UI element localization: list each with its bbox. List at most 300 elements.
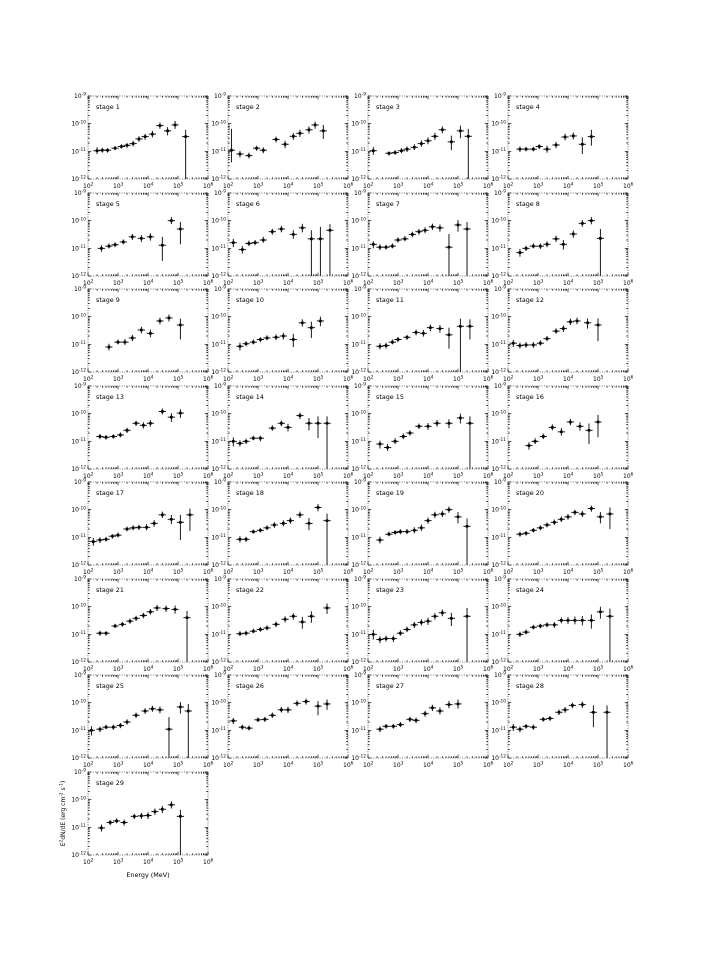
x-tick-label: $10^5$ (593, 182, 604, 190)
x-tick-label: $10^6$ (203, 472, 214, 480)
data-series (98, 801, 184, 855)
y-tick-label: $10^{-10}$ (491, 602, 506, 611)
data-series (516, 130, 595, 154)
x-tick-label: $10^4$ (563, 375, 574, 383)
y-tick-label: $10^{-12}$ (71, 561, 86, 569)
x-tick-label: $10^4$ (283, 182, 294, 190)
y-tick-label: $10^{-11}$ (491, 534, 506, 542)
stage-label: stage 16 (516, 392, 544, 401)
data-series (236, 603, 330, 636)
y-tick-label: $10^{-11}$ (211, 630, 226, 638)
y-tick-label: $10^{-9}$ (494, 671, 506, 679)
x-tick-label: $10^6$ (483, 472, 494, 480)
stage-label: stage 7 (376, 199, 400, 208)
y-tick-label: $10^{-9}$ (214, 575, 226, 583)
data-series (90, 509, 194, 546)
y-tick-label: $10^{-11}$ (491, 630, 506, 638)
x-tick-label: $10^6$ (343, 375, 354, 383)
x-tick-label: $10^5$ (593, 665, 604, 673)
x-tick-label: $10^2$ (223, 182, 234, 190)
y-tick-label: $10^{-10}$ (211, 409, 226, 418)
x-tick-label: $10^5$ (313, 279, 324, 287)
y-tick-label: $10^{-10}$ (71, 409, 86, 418)
y-tick-label: $10^{-9}$ (354, 285, 366, 293)
y-tick-label: $10^{-11}$ (491, 244, 506, 252)
x-tick-label: $10^6$ (203, 665, 214, 673)
y-tick-label: $10^{-12}$ (491, 561, 506, 569)
x-tick-label: $10^6$ (203, 761, 214, 769)
x-tick-label: $10^6$ (623, 665, 634, 673)
data-series (96, 408, 184, 439)
x-tick-label: $10^3$ (253, 665, 264, 673)
x-tick-label: $10^5$ (453, 472, 464, 480)
x-tick-label: $10^3$ (533, 665, 544, 673)
stage-label: stage 15 (376, 392, 404, 401)
x-tick-label: $10^3$ (113, 472, 124, 480)
y-tick-label: $10^{-10}$ (351, 216, 366, 225)
data-series (93, 121, 189, 179)
x-tick-label: $10^2$ (363, 182, 374, 190)
x-tick-label: $10^4$ (143, 568, 154, 576)
y-tick-label: $10^{-9}$ (354, 671, 366, 679)
stage-label: stage 20 (516, 489, 544, 497)
x-tick-label: $10^6$ (343, 182, 354, 190)
y-tick-label: $10^{-11}$ (71, 823, 86, 831)
panel-stage-28 (478, 672, 642, 790)
x-tick-label: $10^3$ (393, 182, 404, 190)
data-series (98, 217, 184, 261)
stage-label: stage 13 (96, 392, 124, 401)
y-tick-label: $10^{-12}$ (71, 465, 86, 473)
y-tick-label: $10^{-9}$ (214, 285, 226, 293)
x-tick-label: $10^4$ (423, 761, 434, 769)
y-tick-label: $10^{-10}$ (71, 602, 86, 611)
y-axis-label: $E^2dN/dE$ (erg $cm^{-2}$ $s^{-1}$) (59, 780, 67, 846)
data-series (230, 223, 334, 275)
x-tick-label: $10^5$ (173, 665, 184, 673)
x-tick-label: $10^6$ (623, 182, 634, 190)
x-tick-label: $10^4$ (143, 472, 154, 480)
y-tick-label: $10^{-12}$ (211, 272, 226, 280)
y-tick-label: $10^{-9}$ (494, 189, 506, 197)
y-tick-label: $10^{-10}$ (211, 120, 226, 128)
x-tick-label: $10^6$ (483, 182, 494, 190)
x-tick-label: $10^3$ (393, 375, 404, 383)
y-tick-label: $10^{-12}$ (491, 272, 506, 280)
y-tick-label: $10^{-11}$ (351, 341, 366, 349)
x-tick-label: $10^5$ (173, 761, 184, 769)
x-tick-label: $10^2$ (83, 472, 94, 480)
stage-label: stage 11 (376, 296, 404, 304)
y-tick-label: $10^{-9}$ (214, 92, 226, 100)
x-tick-label: $10^3$ (113, 182, 124, 190)
x-axis-label: Energy (MeV) (126, 870, 170, 879)
y-tick-label: $10^{-11}$ (211, 727, 226, 735)
stage-label: stage 14 (236, 392, 264, 401)
data-series (525, 414, 601, 449)
x-tick-label: $10^6$ (483, 761, 494, 769)
x-tick-label: $10^4$ (143, 182, 154, 190)
data-series (516, 217, 604, 276)
stage-label: stage 9 (96, 296, 120, 304)
y-tick-label: $10^{-11}$ (71, 437, 86, 445)
x-tick-label: $10^6$ (483, 568, 494, 576)
x-tick-label: $10^3$ (393, 568, 404, 576)
stage-label: stage 4 (516, 103, 540, 111)
y-tick-label: $10^{-10}$ (491, 120, 506, 128)
x-tick-label: $10^5$ (453, 761, 464, 769)
x-tick-label: $10^2$ (83, 568, 94, 576)
y-tick-label: $10^{-10}$ (491, 216, 506, 225)
x-tick-label: $10^2$ (503, 472, 514, 480)
x-tick-label: $10^6$ (623, 761, 634, 769)
y-tick-label: $10^{-10}$ (211, 699, 226, 707)
x-tick-label: $10^4$ (563, 472, 574, 480)
data-series (370, 126, 472, 179)
x-tick-label: $10^3$ (253, 568, 264, 576)
data-series (96, 604, 190, 661)
x-tick-label: $10^4$ (423, 665, 434, 673)
panel-stage-29 (58, 769, 222, 887)
x-tick-label: $10^5$ (453, 568, 464, 576)
y-tick-label: $10^{-9}$ (354, 189, 366, 197)
y-tick-label: $10^{-11}$ (491, 437, 506, 445)
stage-label: stage 25 (96, 682, 124, 690)
x-tick-label: $10^2$ (503, 375, 514, 383)
x-tick-label: $10^6$ (203, 279, 214, 287)
x-tick-label: $10^3$ (113, 665, 124, 673)
y-tick-label: $10^{-10}$ (351, 409, 366, 418)
x-tick-label: $10^3$ (533, 279, 544, 287)
x-tick-label: $10^6$ (623, 472, 634, 480)
y-tick-label: $10^{-12}$ (211, 368, 226, 376)
x-tick-label: $10^5$ (453, 279, 464, 287)
x-tick-label: $10^6$ (483, 665, 494, 673)
x-tick-label: $10^3$ (113, 568, 124, 576)
x-tick-label: $10^4$ (423, 472, 434, 480)
x-tick-label: $10^4$ (143, 761, 154, 769)
x-tick-label: $10^2$ (503, 279, 514, 287)
y-tick-label: $10^{-9}$ (354, 575, 366, 583)
y-tick-label: $10^{-12}$ (351, 561, 366, 569)
data-series (516, 606, 613, 661)
x-tick-label: $10^4$ (423, 182, 434, 190)
y-tick-label: $10^{-11}$ (211, 244, 226, 252)
stage-label: stage 2 (236, 103, 260, 111)
y-tick-label: $10^{-9}$ (74, 382, 86, 390)
x-tick-label: $10^3$ (253, 761, 264, 769)
x-tick-label: $10^2$ (503, 568, 514, 576)
x-tick-label: $10^5$ (173, 472, 184, 480)
x-tick-label: $10^6$ (343, 665, 354, 673)
x-tick-label: $10^4$ (283, 568, 294, 576)
x-tick-label: $10^6$ (483, 375, 494, 383)
y-tick-label: $10^{-9}$ (494, 575, 506, 583)
y-tick-label: $10^{-10}$ (351, 120, 366, 128)
x-tick-label: $10^3$ (533, 568, 544, 576)
y-tick-label: $10^{-12}$ (211, 561, 226, 569)
x-tick-label: $10^5$ (453, 182, 464, 190)
x-tick-label: $10^4$ (563, 568, 574, 576)
x-tick-label: $10^5$ (313, 182, 324, 190)
stage-label: stage 8 (516, 199, 540, 208)
x-tick-label: $10^3$ (113, 375, 124, 383)
y-tick-label: $10^{-10}$ (491, 313, 506, 321)
stage-label: stage 10 (236, 296, 264, 304)
x-tick-label: $10^5$ (173, 182, 184, 190)
y-tick-label: $10^{-10}$ (351, 602, 366, 611)
data-series (88, 702, 192, 758)
x-tick-label: $10^3$ (533, 375, 544, 383)
x-tick-label: $10^4$ (143, 375, 154, 383)
y-tick-label: $10^{-10}$ (491, 699, 506, 707)
y-tick-label: $10^{-9}$ (494, 92, 506, 100)
x-tick-label: $10^5$ (593, 472, 604, 480)
y-tick-label: $10^{-12}$ (71, 272, 86, 280)
x-tick-label: $10^2$ (223, 665, 234, 673)
x-tick-label: $10^5$ (313, 375, 324, 383)
x-tick-label: $10^4$ (283, 375, 294, 383)
stage-label: stage 26 (236, 682, 264, 690)
y-tick-label: $10^{-10}$ (351, 313, 366, 321)
x-tick-label: $10^3$ (393, 665, 404, 673)
y-tick-label: $10^{-9}$ (74, 575, 86, 583)
stage-label: stage 17 (96, 489, 124, 497)
x-tick-label: $10^2$ (223, 568, 234, 576)
y-tick-label: $10^{-10}$ (71, 120, 86, 128)
y-tick-label: $10^{-10}$ (71, 795, 86, 804)
x-tick-label: $10^4$ (423, 375, 434, 383)
y-tick-label: $10^{-9}$ (214, 478, 226, 486)
y-tick-label: $10^{-11}$ (491, 727, 506, 735)
x-tick-label: $10^3$ (113, 761, 124, 769)
x-tick-label: $10^4$ (283, 279, 294, 287)
x-tick-label: $10^3$ (253, 375, 264, 383)
x-tick-label: $10^2$ (503, 182, 514, 190)
y-tick-label: $10^{-11}$ (71, 534, 86, 542)
y-tick-label: $10^{-10}$ (351, 506, 366, 514)
y-tick-label: $10^{-9}$ (354, 382, 366, 390)
x-tick-label: $10^5$ (593, 279, 604, 287)
x-tick-label: $10^3$ (393, 761, 404, 769)
x-tick-label: $10^6$ (203, 858, 214, 866)
y-tick-label: $10^{-11}$ (491, 341, 506, 349)
stage-label: stage 28 (516, 682, 544, 690)
y-tick-label: $10^{-11}$ (211, 534, 226, 542)
y-tick-label: $10^{-12}$ (71, 754, 86, 762)
y-tick-label: $10^{-11}$ (211, 437, 226, 445)
data-series (370, 220, 471, 276)
x-tick-label: $10^5$ (593, 375, 604, 383)
data-series (228, 121, 327, 162)
x-tick-label: $10^5$ (173, 375, 184, 383)
x-tick-label: $10^3$ (113, 858, 124, 866)
y-tick-label: $10^{-12}$ (491, 368, 506, 376)
x-tick-label: $10^4$ (423, 568, 434, 576)
y-tick-label: $10^{-12}$ (71, 851, 86, 859)
x-tick-label: $10^5$ (593, 568, 604, 576)
x-tick-label: $10^3$ (533, 472, 544, 480)
y-tick-label: $10^{-11}$ (71, 148, 86, 156)
data-series (236, 317, 324, 351)
x-tick-label: $10^2$ (363, 568, 374, 576)
x-tick-label: $10^5$ (313, 568, 324, 576)
y-tick-label: $10^{-11}$ (351, 630, 366, 638)
x-tick-label: $10^4$ (143, 665, 154, 673)
x-tick-label: $10^5$ (313, 761, 324, 769)
y-tick-label: $10^{-12}$ (351, 754, 366, 762)
y-tick-label: $10^{-9}$ (214, 189, 226, 197)
y-tick-label: $10^{-12}$ (211, 175, 226, 183)
data-series (376, 413, 473, 468)
x-tick-label: $10^2$ (83, 858, 94, 866)
y-tick-label: $10^{-9}$ (74, 478, 86, 486)
y-tick-label: $10^{-9}$ (354, 478, 366, 486)
data-series (516, 506, 613, 537)
stage-label: stage 27 (376, 682, 404, 690)
x-tick-label: $10^2$ (223, 472, 234, 480)
data-series (510, 702, 611, 758)
y-tick-label: $10^{-9}$ (74, 189, 86, 197)
y-tick-label: $10^{-9}$ (494, 478, 506, 486)
data-series (376, 700, 461, 733)
x-tick-label: $10^2$ (363, 375, 374, 383)
y-tick-label: $10^{-10}$ (71, 313, 86, 321)
stage-label: stage 5 (96, 199, 120, 208)
x-tick-label: $10^4$ (283, 665, 294, 673)
x-tick-label: $10^3$ (253, 472, 264, 480)
y-tick-label: $10^{-10}$ (71, 699, 86, 707)
stage-label: stage 24 (516, 585, 544, 594)
x-tick-label: $10^4$ (563, 665, 574, 673)
x-tick-label: $10^6$ (343, 472, 354, 480)
x-tick-label: $10^2$ (223, 761, 234, 769)
y-tick-label: $10^{-9}$ (74, 768, 86, 776)
stage-label: stage 12 (516, 296, 544, 304)
y-tick-label: $10^{-11}$ (351, 534, 366, 542)
x-tick-label: $10^4$ (283, 761, 294, 769)
x-tick-label: $10^3$ (253, 279, 264, 287)
y-tick-label: $10^{-12}$ (491, 658, 506, 666)
x-tick-label: $10^3$ (393, 279, 404, 287)
x-tick-label: $10^5$ (593, 761, 604, 769)
stage-label: stage 18 (236, 489, 264, 497)
x-tick-label: $10^5$ (173, 858, 184, 866)
x-tick-label: $10^2$ (223, 375, 234, 383)
stage-label: stage 1 (96, 103, 120, 111)
stage-label: stage 6 (236, 199, 260, 208)
x-tick-label: $10^5$ (173, 568, 184, 576)
y-tick-label: $10^{-11}$ (211, 148, 226, 156)
data-series (376, 507, 470, 565)
x-tick-label: $10^6$ (623, 568, 634, 576)
x-tick-label: $10^4$ (143, 279, 154, 287)
data-series (230, 412, 331, 468)
y-tick-label: $10^{-10}$ (211, 602, 226, 611)
x-tick-label: $10^2$ (363, 665, 374, 673)
stage-label: stage 21 (96, 585, 124, 594)
stage-label: stage 23 (376, 585, 404, 594)
x-tick-label: $10^2$ (503, 665, 514, 673)
x-tick-label: $10^2$ (503, 761, 514, 769)
x-tick-label: $10^6$ (343, 761, 354, 769)
x-tick-label: $10^5$ (173, 279, 184, 287)
x-tick-label: $10^2$ (363, 472, 374, 480)
x-tick-label: $10^4$ (423, 279, 434, 287)
y-tick-label: $10^{-12}$ (491, 754, 506, 762)
x-tick-label: $10^3$ (253, 182, 264, 190)
x-tick-label: $10^5$ (453, 665, 464, 673)
x-tick-label: $10^5$ (313, 665, 324, 673)
x-tick-label: $10^4$ (563, 761, 574, 769)
y-tick-label: $10^{-12}$ (71, 368, 86, 376)
x-tick-label: $10^3$ (533, 761, 544, 769)
stage-label: stage 22 (236, 585, 264, 594)
data-series (370, 607, 471, 661)
y-tick-label: $10^{-9}$ (214, 671, 226, 679)
y-tick-label: $10^{-12}$ (71, 658, 86, 666)
y-tick-label: $10^{-9}$ (494, 285, 506, 293)
stage-label: stage 3 (376, 103, 400, 111)
data-series (230, 699, 331, 731)
x-tick-label: $10^2$ (83, 761, 94, 769)
y-tick-label: $10^{-9}$ (494, 382, 506, 390)
y-tick-label: $10^{-11}$ (491, 148, 506, 156)
y-tick-label: $10^{-12}$ (211, 754, 226, 762)
y-tick-label: $10^{-10}$ (211, 216, 226, 225)
x-tick-label: $10^6$ (203, 375, 214, 383)
x-tick-label: $10^6$ (343, 568, 354, 576)
stage-label: stage 19 (376, 489, 404, 497)
x-tick-label: $10^6$ (203, 568, 214, 576)
y-tick-label: $10^{-10}$ (211, 313, 226, 321)
x-tick-label: $10^6$ (483, 279, 494, 287)
x-tick-label: $10^5$ (453, 375, 464, 383)
y-tick-label: $10^{-9}$ (74, 92, 86, 100)
x-tick-label: $10^2$ (363, 279, 374, 287)
data-series (510, 318, 602, 349)
y-tick-label: $10^{-12}$ (351, 175, 366, 183)
x-tick-label: $10^6$ (623, 279, 634, 287)
y-tick-label: $10^{-10}$ (71, 506, 86, 514)
x-tick-label: $10^6$ (343, 279, 354, 287)
y-tick-label: $10^{-11}$ (351, 244, 366, 252)
y-tick-label: $10^{-10}$ (491, 409, 506, 418)
y-tick-label: $10^{-12}$ (351, 272, 366, 280)
x-tick-label: $10^6$ (203, 182, 214, 190)
x-tick-label: $10^6$ (623, 375, 634, 383)
y-tick-label: $10^{-9}$ (354, 92, 366, 100)
y-tick-label: $10^{-10}$ (491, 506, 506, 514)
y-tick-label: $10^{-11}$ (71, 630, 86, 638)
data-series (236, 504, 330, 565)
stage-label: stage 29 (96, 778, 124, 787)
y-tick-label: $10^{-11}$ (351, 437, 366, 445)
x-tick-label: $10^5$ (313, 472, 324, 480)
y-tick-label: $10^{-12}$ (351, 465, 366, 473)
x-tick-label: $10^4$ (283, 472, 294, 480)
y-tick-label: $10^{-9}$ (74, 285, 86, 293)
x-tick-label: $10^2$ (83, 375, 94, 383)
y-tick-label: $10^{-11}$ (211, 341, 226, 349)
y-tick-label: $10^{-12}$ (71, 175, 86, 183)
y-tick-label: $10^{-11}$ (351, 148, 366, 156)
x-tick-label: $10^3$ (393, 472, 404, 480)
y-tick-label: $10^{-11}$ (71, 727, 86, 735)
y-tick-label: $10^{-9}$ (214, 382, 226, 390)
x-tick-label: $10^2$ (83, 665, 94, 673)
data-series (376, 319, 473, 372)
